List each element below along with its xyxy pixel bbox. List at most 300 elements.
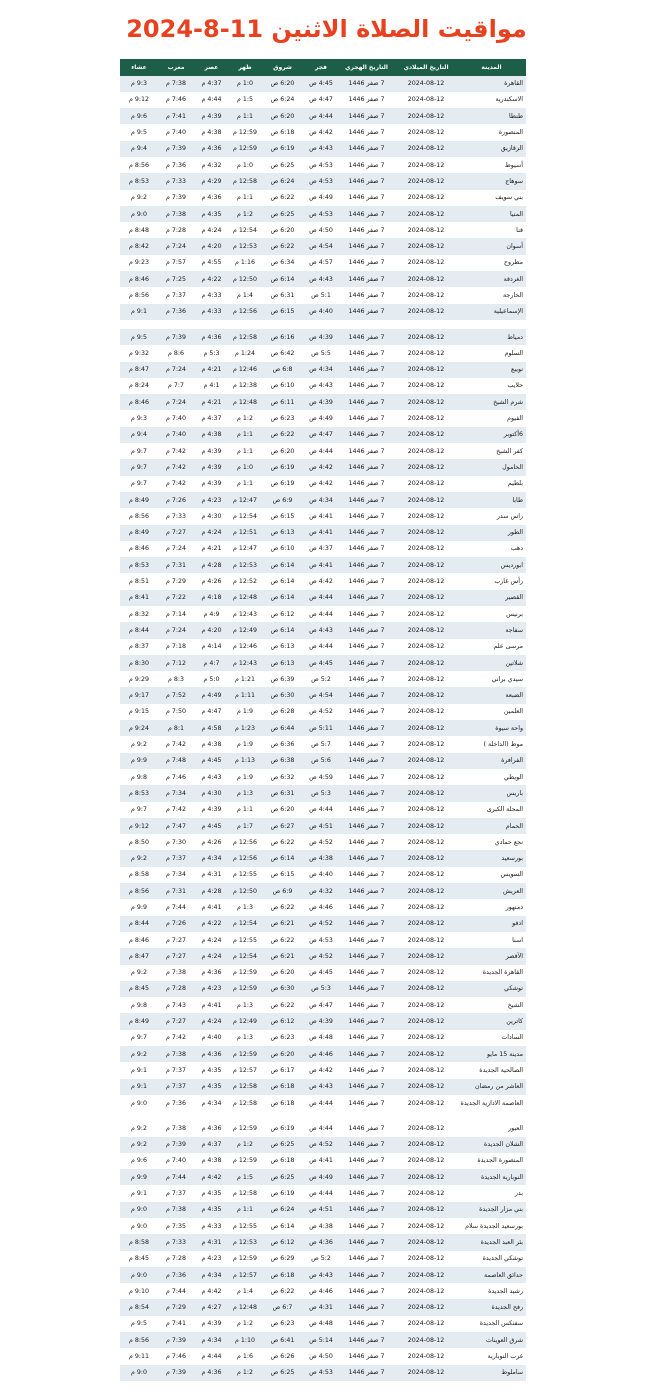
city-cell: الحمام (457, 818, 526, 834)
hijri-date-cell: 7 صفر 1446 (338, 671, 395, 687)
dhuhr-cell: 12:58 م (229, 329, 261, 345)
gregorian-date-cell: 2024-08-12 (395, 1365, 457, 1381)
maghrib-cell: 7:39 م (158, 1365, 194, 1381)
fajr-cell: 5:11 ص (304, 720, 338, 736)
asr-cell: 4:36 م (194, 1046, 229, 1062)
fajr-cell: 4:40 ص (304, 867, 338, 883)
sunrise-cell: 6:15 ص (261, 304, 304, 320)
gregorian-date-cell: 2024-08-12 (395, 1120, 457, 1136)
isha-cell: 9:5 م (120, 124, 158, 140)
asr-cell: 4:34 م (194, 1332, 229, 1348)
city-cell: مرسى علم (457, 639, 526, 655)
isha-cell: 8:56 م (120, 883, 158, 899)
isha-cell: 9:0 م (120, 1267, 158, 1283)
maghrib-cell: 7:38 م (158, 965, 194, 981)
city-cell: المنصورة الجديدة (457, 1153, 526, 1169)
dhuhr-cell: 12:51 م (229, 525, 261, 541)
fajr-cell: 4:38 ص (304, 1218, 338, 1234)
gregorian-date-cell: 2024-08-12 (395, 459, 457, 475)
isha-cell: 8:42 م (120, 238, 158, 254)
fajr-cell: 4:53 ص (304, 173, 338, 189)
hijri-date-cell: 7 صفر 1446 (338, 1079, 395, 1095)
gregorian-date-cell: 2024-08-12 (395, 622, 457, 638)
column-header-gregorian-date: التاريخ الميلادي (395, 59, 457, 76)
gregorian-date-cell: 2024-08-12 (395, 476, 457, 492)
hijri-date-cell: 7 صفر 1446 (338, 1120, 395, 1136)
dhuhr-cell: 12:59 م (229, 981, 261, 997)
gregorian-date-cell: 2024-08-12 (395, 981, 457, 997)
hijri-date-cell: 7 صفر 1446 (338, 850, 395, 866)
asr-cell: 4:40 م (194, 1030, 229, 1046)
maghrib-cell: 7:24 م (158, 394, 194, 410)
sunrise-cell: 6:19 ص (261, 459, 304, 475)
hijri-date-cell: 7 صفر 1446 (338, 124, 395, 140)
asr-cell: 4:41 م (194, 997, 229, 1013)
prayer-times-table-container (120, 59, 526, 1381)
maghrib-cell: 7:37 م (158, 1062, 194, 1078)
table-row (120, 997, 526, 1013)
asr-cell: 4:35 م (194, 1185, 229, 1201)
maghrib-cell: 7:50 م (158, 704, 194, 720)
sunrise-cell: 6:39 ص (261, 671, 304, 687)
gregorian-date-cell: 2024-08-12 (395, 427, 457, 443)
fajr-cell: 4:48 ص (304, 1030, 338, 1046)
dhuhr-cell: 12:54 م (229, 508, 261, 524)
gregorian-date-cell: 2024-08-12 (395, 1218, 457, 1234)
spacer-cell (120, 320, 526, 329)
table-row (120, 1046, 526, 1062)
city-cell: دهب (457, 541, 526, 557)
table-row (120, 525, 526, 541)
isha-cell: 9:2 م (120, 190, 158, 206)
table-row (120, 443, 526, 459)
table-row (120, 639, 526, 655)
fajr-cell: 4:44 ص (304, 1185, 338, 1201)
maghrib-cell: 7:27 م (158, 525, 194, 541)
isha-cell: 9:0 م (120, 1218, 158, 1234)
hijri-date-cell: 7 صفر 1446 (338, 378, 395, 394)
city-cell: رفح الجديدة (457, 1299, 526, 1315)
fajr-cell: 4:47 ص (304, 427, 338, 443)
hijri-date-cell: 7 صفر 1446 (338, 410, 395, 426)
gregorian-date-cell: 2024-08-12 (395, 206, 457, 222)
maghrib-cell: 7:29 م (158, 1299, 194, 1315)
city-cell: غرب النوبارية (457, 1348, 526, 1364)
sunrise-cell: 6:21 ص (261, 916, 304, 932)
isha-cell: 9:2 م (120, 736, 158, 752)
table-row (120, 834, 526, 850)
maghrib-cell: 7:36 م (158, 157, 194, 173)
city-cell: الشلان الجديدة (457, 1137, 526, 1153)
asr-cell: 4:24 م (194, 222, 229, 238)
asr-cell: 4:36 م (194, 190, 229, 206)
isha-cell: 9:0 م (120, 1365, 158, 1381)
isha-cell: 9:0 م (120, 1095, 158, 1111)
hijri-date-cell: 7 صفر 1446 (338, 883, 395, 899)
isha-cell: 9:7 م (120, 459, 158, 475)
asr-cell: 4:30 م (194, 508, 229, 524)
hijri-date-cell: 7 صفر 1446 (338, 736, 395, 752)
gregorian-date-cell: 2024-08-12 (395, 655, 457, 671)
table-row (120, 459, 526, 475)
city-cell: السلوم (457, 345, 526, 361)
dhuhr-cell: 12:57 م (229, 1062, 261, 1078)
table-row (120, 606, 526, 622)
fajr-cell: 5:1 ص (304, 287, 338, 303)
city-cell: العريش (457, 883, 526, 899)
asr-cell: 4:55 م (194, 255, 229, 271)
table-row (120, 590, 526, 606)
fajr-cell: 4:38 ص (304, 850, 338, 866)
table-row (120, 173, 526, 189)
asr-cell: 4:9 م (194, 606, 229, 622)
sunrise-cell: 6:7 ص (261, 1299, 304, 1315)
maghrib-cell: 7:25 م (158, 271, 194, 287)
maghrib-cell: 7:36 م (158, 304, 194, 320)
isha-cell: 8:24 م (120, 378, 158, 394)
sunrise-cell: 6:36 ص (261, 736, 304, 752)
page-title: مواقيت الصلاة الاثنين 11-8-2024 (126, 15, 527, 43)
maghrib-cell: 7:47 م (158, 818, 194, 834)
gregorian-date-cell: 2024-08-12 (395, 932, 457, 948)
gregorian-date-cell: 2024-08-12 (395, 1030, 457, 1046)
maghrib-cell: 7:22 م (158, 590, 194, 606)
hijri-date-cell: 7 صفر 1446 (338, 173, 395, 189)
asr-cell: 4:36 م (194, 1120, 229, 1136)
city-cell: العاشر من رمضان (457, 1079, 526, 1095)
isha-cell: 9:7 م (120, 476, 158, 492)
table-row (120, 932, 526, 948)
gregorian-date-cell: 2024-08-12 (395, 899, 457, 915)
dhuhr-cell: 12:56 م (229, 834, 261, 850)
gregorian-date-cell: 2024-08-12 (395, 222, 457, 238)
gregorian-date-cell: 2024-08-12 (395, 271, 457, 287)
hijri-date-cell: 7 صفر 1446 (338, 753, 395, 769)
hijri-date-cell: 7 صفر 1446 (338, 476, 395, 492)
isha-cell: 8:56 م (120, 1332, 158, 1348)
city-cell: سيدي براني (457, 671, 526, 687)
isha-cell: 8:30 م (120, 655, 158, 671)
hijri-date-cell: 7 صفر 1446 (338, 157, 395, 173)
isha-cell: 9:7 م (120, 1030, 158, 1046)
table-row (120, 1079, 526, 1095)
hijri-date-cell: 7 صفر 1446 (338, 1251, 395, 1267)
city-cell: القاهرة الجديدة (457, 965, 526, 981)
hijri-date-cell: 7 صفر 1446 (338, 459, 395, 475)
fajr-cell: 4:44 ص (304, 639, 338, 655)
maghrib-cell: 7:40 م (158, 427, 194, 443)
city-cell: المحلة الكبرى (457, 802, 526, 818)
maghrib-cell: 7:46 م (158, 92, 194, 108)
fajr-cell: 5:5 ص (304, 345, 338, 361)
sunrise-cell: 6:11 ص (261, 394, 304, 410)
dhuhr-cell: 1:1 م (229, 427, 261, 443)
isha-cell: 8:46 م (120, 932, 158, 948)
maghrib-cell: 7:12 م (158, 655, 194, 671)
hijri-date-cell: 7 صفر 1446 (338, 720, 395, 736)
asr-cell: 4:39 م (194, 802, 229, 818)
table-row (120, 329, 526, 345)
dhuhr-cell: 12:59 م (229, 965, 261, 981)
table-row (120, 92, 526, 108)
isha-cell: 8:32 م (120, 606, 158, 622)
sunrise-cell: 6:25 ص (261, 1137, 304, 1153)
sunrise-cell: 6:20 ص (261, 108, 304, 124)
fajr-cell: 4:39 ص (304, 394, 338, 410)
hijri-date-cell: 7 صفر 1446 (338, 916, 395, 932)
fajr-cell: 4:42 ص (304, 1062, 338, 1078)
maghrib-cell: 7:31 م (158, 557, 194, 573)
gregorian-date-cell: 2024-08-12 (395, 173, 457, 189)
hijri-date-cell: 7 صفر 1446 (338, 492, 395, 508)
fajr-cell: 4:48 ص (304, 1316, 338, 1332)
header-row (120, 59, 526, 76)
isha-cell: 8:46 م (120, 541, 158, 557)
sunrise-cell: 6:22 ص (261, 932, 304, 948)
asr-cell: 4:39 م (194, 108, 229, 124)
table-row (120, 1169, 526, 1185)
fajr-cell: 5:3 ص (304, 785, 338, 801)
asr-cell: 4:33 م (194, 1218, 229, 1234)
gregorian-date-cell: 2024-08-12 (395, 1202, 457, 1218)
isha-cell: 9:23 م (120, 255, 158, 271)
isha-cell: 9:9 م (120, 899, 158, 915)
asr-cell: 4:27 م (194, 1299, 229, 1315)
column-header-dhuhr: ظهر (229, 59, 261, 76)
table-row (120, 157, 526, 173)
city-cell: الإسماعيلية (457, 304, 526, 320)
sunrise-cell: 6:14 ص (261, 557, 304, 573)
dhuhr-cell: 12:46 م (229, 362, 261, 378)
dhuhr-cell: 1:5 م (229, 92, 261, 108)
prayer-times-table (120, 59, 526, 1381)
dhuhr-cell: 1:2 م (229, 1316, 261, 1332)
table-row (120, 981, 526, 997)
maghrib-cell: 7:29 م (158, 573, 194, 589)
gregorian-date-cell: 2024-08-12 (395, 190, 457, 206)
hijri-date-cell: 7 صفر 1446 (338, 92, 395, 108)
asr-cell: 4:38 م (194, 124, 229, 140)
gregorian-date-cell: 2024-08-12 (395, 76, 457, 92)
city-cell: رأس غارب (457, 573, 526, 589)
asr-cell: 4:24 م (194, 932, 229, 948)
dhuhr-cell: 12:54 م (229, 916, 261, 932)
asr-cell: 4:39 م (194, 459, 229, 475)
sunrise-cell: 6:18 ص (261, 1267, 304, 1283)
table-row (120, 671, 526, 687)
gregorian-date-cell: 2024-08-12 (395, 948, 457, 964)
dhuhr-cell: 1:9 م (229, 736, 261, 752)
maghrib-cell: 7:27 م (158, 932, 194, 948)
hijri-date-cell: 7 صفر 1446 (338, 948, 395, 964)
maghrib-cell: 7:37 م (158, 1185, 194, 1201)
isha-cell: 8:49 م (120, 525, 158, 541)
isha-cell: 8:45 م (120, 981, 158, 997)
hijri-date-cell: 7 صفر 1446 (338, 1348, 395, 1364)
city-cell: الصالحية الجديدة (457, 1062, 526, 1078)
gregorian-date-cell: 2024-08-12 (395, 362, 457, 378)
maghrib-cell: 7:26 م (158, 916, 194, 932)
city-cell: شرم الشيخ (457, 394, 526, 410)
gregorian-date-cell: 2024-08-12 (395, 997, 457, 1013)
fajr-cell: 4:42 ص (304, 124, 338, 140)
asr-cell: 4:44 م (194, 92, 229, 108)
gregorian-date-cell: 2024-08-12 (395, 720, 457, 736)
hijri-date-cell: 7 صفر 1446 (338, 639, 395, 655)
asr-cell: 4:37 م (194, 410, 229, 426)
dhuhr-cell: 12:47 م (229, 541, 261, 557)
column-header-hijri-date: التاريخ الهجري (338, 59, 395, 76)
asr-cell: 4:38 م (194, 1153, 229, 1169)
fajr-cell: 4:54 ص (304, 687, 338, 703)
hijri-date-cell: 7 صفر 1446 (338, 818, 395, 834)
sunrise-cell: 6:18 ص (261, 124, 304, 140)
dhuhr-cell: 1:4 م (229, 1283, 261, 1299)
table-row (120, 867, 526, 883)
sunrise-cell: 6:19 ص (261, 476, 304, 492)
table-row (120, 255, 526, 271)
hijri-date-cell: 7 صفر 1446 (338, 1013, 395, 1029)
fajr-cell: 4:43 ص (304, 271, 338, 287)
fajr-cell: 4:36 ص (304, 1234, 338, 1250)
asr-cell: 4:35 م (194, 1062, 229, 1078)
asr-cell: 4:30 م (194, 785, 229, 801)
asr-cell: 4:18 م (194, 590, 229, 606)
gregorian-date-cell: 2024-08-12 (395, 238, 457, 254)
asr-cell: 4:28 م (194, 557, 229, 573)
maghrib-cell: 7:27 م (158, 948, 194, 964)
maghrib-cell: 7:28 م (158, 222, 194, 238)
fajr-cell: 4:53 ص (304, 157, 338, 173)
isha-cell: 9:5 م (120, 1316, 158, 1332)
table-row (120, 287, 526, 303)
hijri-date-cell: 7 صفر 1446 (338, 867, 395, 883)
table-row (120, 141, 526, 157)
fajr-cell: 5:6 ص (304, 753, 338, 769)
table-row (120, 573, 526, 589)
sunrise-cell: 6:44 ص (261, 720, 304, 736)
isha-cell: 9:1 م (120, 1062, 158, 1078)
hijri-date-cell: 7 صفر 1446 (338, 1267, 395, 1283)
isha-cell: 9:2 م (120, 850, 158, 866)
gregorian-date-cell: 2024-08-12 (395, 736, 457, 752)
sunrise-cell: 6:19 ص (261, 1120, 304, 1136)
hijri-date-cell: 7 صفر 1446 (338, 141, 395, 157)
city-cell: الغردقة (457, 271, 526, 287)
isha-cell: 8:47 م (120, 948, 158, 964)
asr-cell: 4:44 م (194, 1348, 229, 1364)
city-cell: أسيوط (457, 157, 526, 173)
gregorian-date-cell: 2024-08-12 (395, 508, 457, 524)
asr-cell: 4:21 م (194, 541, 229, 557)
sunrise-cell: 6:24 ص (261, 1202, 304, 1218)
sunrise-cell: 6:24 ص (261, 173, 304, 189)
hijri-date-cell: 7 صفر 1446 (338, 557, 395, 573)
gregorian-date-cell: 2024-08-12 (395, 1316, 457, 1332)
asr-cell: 4:26 م (194, 834, 229, 850)
gregorian-date-cell: 2024-08-12 (395, 1348, 457, 1364)
isha-cell: 9:5 م (120, 329, 158, 345)
sunrise-cell: 6:10 ص (261, 378, 304, 394)
asr-cell: 4:23 م (194, 981, 229, 997)
dhuhr-cell: 12:57 م (229, 1267, 261, 1283)
asr-cell: 5:3 م (194, 345, 229, 361)
asr-cell: 4:37 م (194, 76, 229, 92)
dhuhr-cell: 12:48 م (229, 1299, 261, 1315)
table-row (120, 769, 526, 785)
city-cell: بني سويف (457, 190, 526, 206)
dhuhr-cell: 1:2 م (229, 410, 261, 426)
isha-cell: 9:10 م (120, 1283, 158, 1299)
isha-cell: 8:45 م (120, 1251, 158, 1267)
maghrib-cell: 7:33 م (158, 508, 194, 524)
table-row (120, 818, 526, 834)
fajr-cell: 4:49 ص (304, 410, 338, 426)
sunrise-cell: 6:21 ص (261, 948, 304, 964)
maghrib-cell: 7:36 م (158, 1095, 194, 1111)
isha-cell: 8:44 م (120, 916, 158, 932)
hijri-date-cell: 7 صفر 1446 (338, 997, 395, 1013)
table-header (120, 59, 526, 76)
fajr-cell: 4:53 ص (304, 932, 338, 948)
table-row (120, 190, 526, 206)
fajr-cell: 4:42 ص (304, 573, 338, 589)
city-cell: الفرافرة (457, 753, 526, 769)
fajr-cell: 4:46 ص (304, 899, 338, 915)
maghrib-cell: 7:48 م (158, 753, 194, 769)
hijri-date-cell: 7 صفر 1446 (338, 76, 395, 92)
sunrise-cell: 6:14 ص (261, 271, 304, 287)
fajr-cell: 4:39 ص (304, 329, 338, 345)
isha-cell: 9:9 م (120, 1169, 158, 1185)
sunrise-cell: 6:14 ص (261, 622, 304, 638)
maghrib-cell: 7:24 م (158, 362, 194, 378)
dhuhr-cell: 12:56 م (229, 304, 261, 320)
maghrib-cell: 7:18 م (158, 639, 194, 655)
table-row (120, 108, 526, 124)
gregorian-date-cell: 2024-08-12 (395, 141, 457, 157)
dhuhr-cell: 1:24 م (229, 345, 261, 361)
sunrise-cell: 6:12 ص (261, 1234, 304, 1250)
city-cell: سفاجة (457, 622, 526, 638)
dhuhr-cell: 12:58 م (229, 1079, 261, 1095)
table-row (120, 1299, 526, 1315)
sunrise-cell: 6:13 ص (261, 639, 304, 655)
city-cell: سوهاج (457, 173, 526, 189)
maghrib-cell: 7:46 م (158, 769, 194, 785)
isha-cell: 9:32 م (120, 345, 158, 361)
dhuhr-cell: 12:49 م (229, 622, 261, 638)
gregorian-date-cell: 2024-08-12 (395, 606, 457, 622)
table-row (120, 1267, 526, 1283)
table-row (120, 1218, 526, 1234)
isha-cell: 9:2 م (120, 965, 158, 981)
isha-cell: 9:6 م (120, 108, 158, 124)
fajr-cell: 4:47 ص (304, 92, 338, 108)
fajr-cell: 4:44 ص (304, 1095, 338, 1111)
gregorian-date-cell: 2024-08-12 (395, 1234, 457, 1250)
sunrise-cell: 6:22 ص (261, 238, 304, 254)
dhuhr-cell: 12:43 م (229, 606, 261, 622)
dhuhr-cell: 1:2 م (229, 1137, 261, 1153)
city-cell: الويطي (457, 769, 526, 785)
gregorian-date-cell: 2024-08-12 (395, 1046, 457, 1062)
hijri-date-cell: 7 صفر 1446 (338, 981, 395, 997)
maghrib-cell: 7:38 م (158, 206, 194, 222)
sunrise-cell: 6:25 ص (261, 1169, 304, 1185)
sunrise-cell: 6:26 ص (261, 1348, 304, 1364)
sunrise-cell: 6:31 ص (261, 785, 304, 801)
